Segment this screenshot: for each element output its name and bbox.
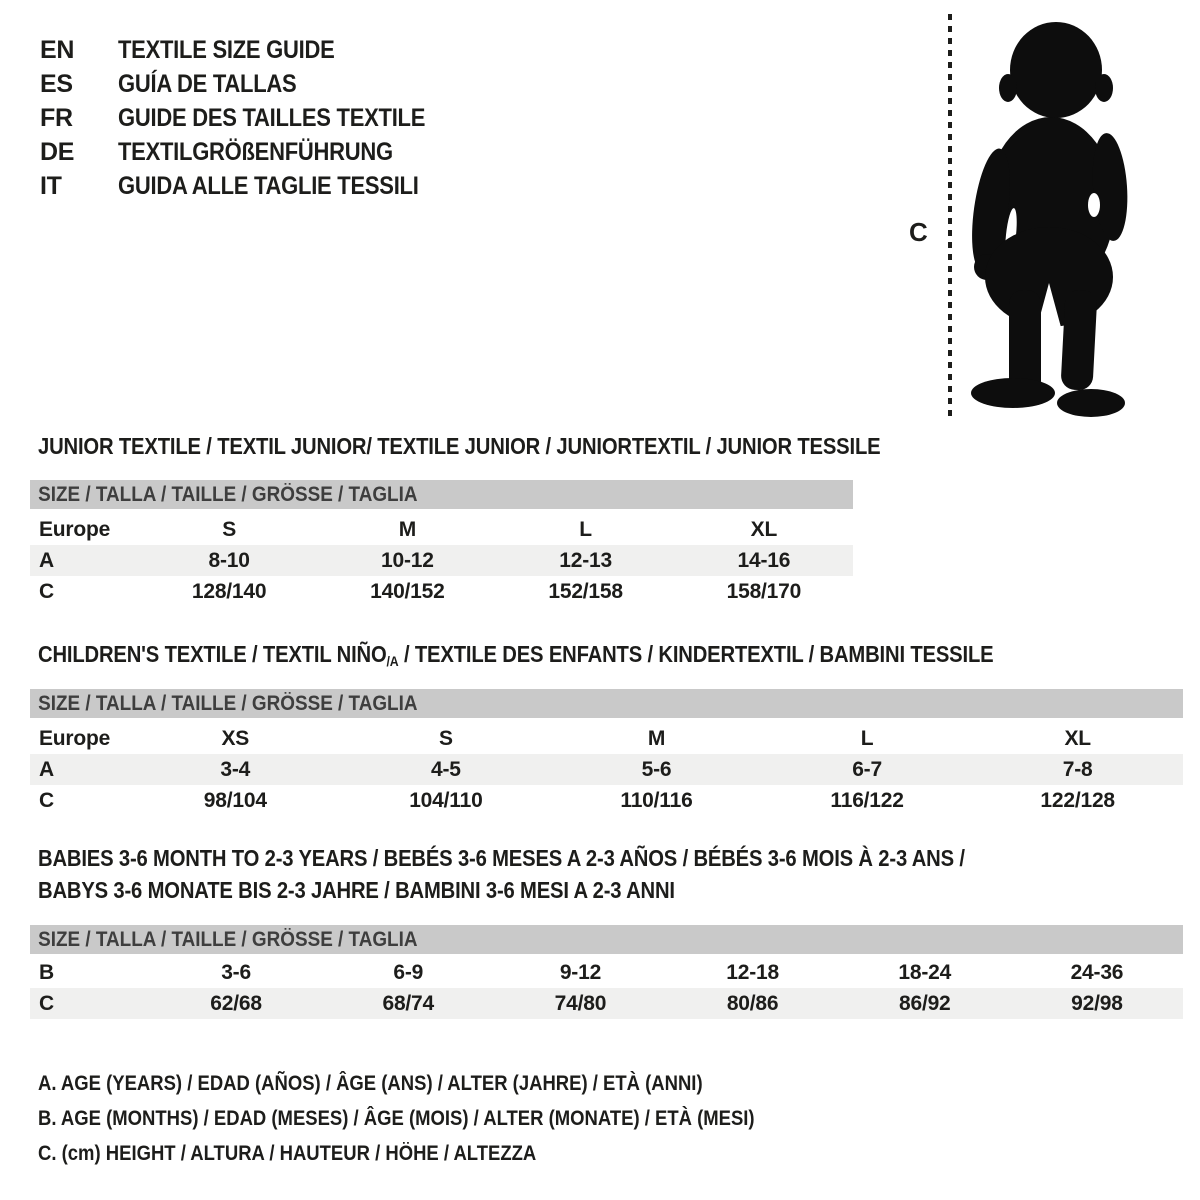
column-header-size: M <box>647 727 666 750</box>
children-title-subscript: /A <box>386 653 399 669</box>
junior-section-title-text: JUNIOR TEXTILE / TEXTIL JUNIOR/ TEXTILE JUNIOR / JUNIORTEXTIL / JUNIOR TESSILE <box>38 433 881 459</box>
cell-height: 104/110 <box>409 789 483 812</box>
babies-section-title-line2-text: BABYS 3-6 MONATE BIS 2-3 JAHRE / BAMBINI 3-6 MESI A 2-3 ANNI <box>38 877 675 903</box>
cell-height: 86/92 <box>898 992 951 1015</box>
cell-height: 116/122 <box>830 789 904 812</box>
language-code: EN <box>40 36 75 64</box>
cell-age: 14-16 <box>737 549 791 572</box>
language-title-list <box>40 33 467 203</box>
height-dashed-line <box>948 14 952 418</box>
children-section-title <box>38 641 1124 669</box>
language-title: GUIDE DES TAILLES TEXTILE <box>118 104 426 132</box>
column-header-europe: Europe <box>39 518 111 541</box>
row-label: A <box>39 549 54 572</box>
cell-age: 9-12 <box>559 961 602 984</box>
language-code: IT <box>40 172 62 200</box>
legend-line-c-text: C. (cm) HEIGHT / ALTURA / HAUTEUR / HÖHE / ALTEZZA <box>38 1142 537 1165</box>
babies-section-title-line1 <box>38 845 1091 872</box>
legend-line-c <box>38 1136 852 1171</box>
legend-line-b <box>38 1101 852 1136</box>
cell-age: 6-7 <box>852 758 882 781</box>
cell-age: 12-13 <box>559 549 612 572</box>
table-row-age-years <box>30 545 853 576</box>
cell-age: 3-6 <box>221 961 251 984</box>
cell-age: 5-6 <box>641 758 672 781</box>
cell-age: 18-24 <box>898 961 952 984</box>
table-row-height-cm <box>30 576 853 607</box>
cell-age: 24-36 <box>1070 961 1124 984</box>
cell-height: 128/140 <box>191 580 267 603</box>
language-row-fr <box>40 101 467 135</box>
table-row-height-cm <box>30 785 1183 816</box>
legend-line-b-text: B. AGE (MONTHS) / EDAD (MESES) / ÂGE (MOIS) / ALTER (MONATE) / ETÀ (MESI) <box>38 1107 755 1130</box>
cell-height: 74/80 <box>554 992 607 1015</box>
language-code: FR <box>40 104 73 132</box>
language-title: TEXTILGRÖßENFÜHRUNG <box>118 138 393 166</box>
children-size-table <box>30 723 1183 816</box>
babies-size-table <box>30 957 1183 1019</box>
language-title: TEXTILE SIZE GUIDE <box>118 36 335 64</box>
children-title-post: / TEXTILE DES ENFANTS / KINDERTEXTIL / BAMBINI TESSILE <box>398 641 994 667</box>
column-header-size: XL <box>750 518 778 541</box>
children-section-title-text <box>38 641 993 669</box>
language-title: GUIDA ALLE TAGLIE TESSILI <box>118 172 419 200</box>
cell-age: 7-8 <box>1062 758 1093 781</box>
column-header-size: L <box>579 518 592 541</box>
table-header-row <box>30 723 1183 754</box>
cell-age: 8-10 <box>208 549 250 572</box>
babies-section-title-line2 <box>38 877 762 904</box>
babies-size-header-bar <box>30 925 1183 954</box>
column-header-size: M <box>398 518 417 541</box>
cell-height: 92/98 <box>1071 992 1123 1015</box>
size-bar-label: SIZE / TALLA / TAILLE / GRÖSSE / TAGLIA <box>38 928 418 951</box>
height-measure-label: C <box>909 217 928 247</box>
table-row-age-years <box>30 754 1183 785</box>
language-row-it <box>40 169 467 203</box>
language-row-de <box>40 135 467 169</box>
language-code: DE <box>40 138 75 166</box>
cell-height: 122/128 <box>1040 789 1115 812</box>
row-label: C <box>39 580 54 603</box>
language-title: GUÍA DE TALLAS <box>118 70 297 98</box>
junior-size-header-bar <box>30 480 853 509</box>
column-header-size: S <box>222 518 237 541</box>
children-title-pre: CHILDREN'S TEXTILE / TEXTIL NIÑO <box>38 641 387 667</box>
row-label: C <box>39 992 54 1015</box>
column-header-size: XS <box>221 727 250 750</box>
column-header-europe: Europe <box>39 727 111 750</box>
children-size-header-bar <box>30 689 1183 718</box>
junior-section-title <box>38 433 995 460</box>
cell-height: 80/86 <box>726 992 779 1015</box>
cell-age: 3-4 <box>220 758 251 781</box>
cell-age: 4-5 <box>431 758 461 781</box>
column-header-size: S <box>438 727 453 750</box>
row-label: C <box>39 789 54 812</box>
babies-section-title-line1-text: BABIES 3-6 MONTH TO 2-3 YEARS / BEBÉS 3-6 MESES A 2-3 AÑOS / BÉBÉS 3-6 MOIS À 2-3 ANS / <box>38 845 965 871</box>
table-row-age-months <box>30 957 1183 988</box>
cell-age: 12-18 <box>726 961 779 984</box>
size-bar-label: SIZE / TALLA / TAILLE / GRÖSSE / TAGLIA <box>38 692 418 715</box>
cell-height: 110/116 <box>620 789 693 812</box>
measurement-legend <box>38 1066 852 1171</box>
language-row-es <box>40 67 467 101</box>
row-label: B <box>39 961 54 984</box>
table-header-row <box>30 514 853 545</box>
legend-line-a <box>38 1066 852 1101</box>
cell-age: 6-9 <box>393 961 424 984</box>
language-row-en <box>40 33 467 67</box>
column-header-size: L <box>860 727 874 750</box>
legend-line-a-text: A. AGE (YEARS) / EDAD (AÑOS) / ÂGE (ANS) / ALTER (JAHRE) / ETÀ (ANNI) <box>38 1072 703 1095</box>
cell-height: 140/152 <box>370 580 445 603</box>
cell-height: 158/170 <box>726 580 802 603</box>
cell-height: 68/74 <box>382 992 435 1015</box>
row-label: A <box>39 758 54 781</box>
baby-silhouette-icon <box>963 15 1141 422</box>
cell-age: 10-12 <box>381 549 434 572</box>
cell-height: 62/68 <box>210 992 262 1015</box>
language-code: ES <box>40 70 73 98</box>
table-row-height-cm <box>30 988 1183 1019</box>
cell-height: 152/158 <box>548 580 623 603</box>
cell-height: 98/104 <box>203 789 267 812</box>
column-header-size: XL <box>1064 727 1091 750</box>
junior-size-table <box>30 514 853 607</box>
size-bar-label: SIZE / TALLA / TAILLE / GRÖSSE / TAGLIA <box>38 483 418 506</box>
